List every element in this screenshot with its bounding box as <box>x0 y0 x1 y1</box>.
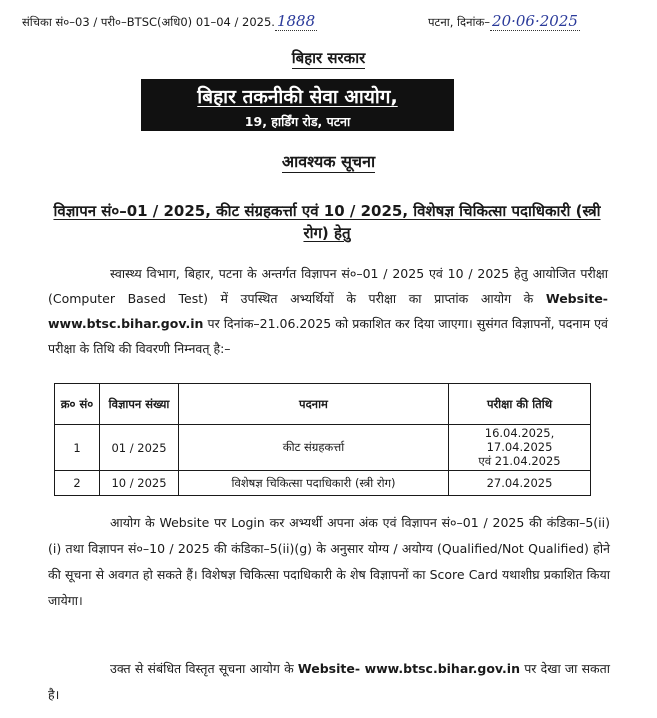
place-date-label: पटना, दिनांक– <box>428 15 491 29</box>
organization-name: बिहार तकनीकी सेवा आयोग, <box>197 86 398 108</box>
paragraph3-text-a: उक्त से संबंधित विस्तृत सूचना आयोग के <box>110 661 298 676</box>
paragraph-details <box>48 656 610 708</box>
cell-advt-number: 10 / 2025 <box>100 471 179 496</box>
cell-exam-date: 27.04.2025 <box>449 471 591 496</box>
notice-title-text: आवश्यक सूचना <box>281 152 376 171</box>
cell-post-name: विशेषज्ञ चिकित्सा पदाधिकारी (स्त्री रोग) <box>179 471 449 496</box>
reference-number <box>22 12 317 30</box>
website-link: Website- www.btsc.bihar.gov.in <box>297 661 520 676</box>
paragraph-login-info: आयोग के Website पर Login कर अभ्यर्थी अपना अंक एवं विज्ञापन सं०–01 / 2025 की कंडिका–5(ii)(i) तथा विज्ञापन सं०–10 / 2025 की कंडिका–5(ii)(g) के अनुसार योग्य / अयोग्य (Qualified/Not Qualified) होने की सूचना से अवगत हो सकते हैं। विशेषज्ञ चिकित्सा पदाधिकारी के शेष विज्ञापनों का Score Card यथाशीघ्र प्रकाशित किया जायेगा। <box>48 515 610 608</box>
handwritten-ref-number: 1888 <box>276 12 316 30</box>
paragraph3-text-b: पर देखा जा सकता है। <box>48 661 611 702</box>
cell-exam-date <box>449 425 591 471</box>
table-row <box>55 471 591 496</box>
organization-banner <box>141 79 454 131</box>
cell-post-name: कीट संग्रहकर्त्ता <box>179 425 449 471</box>
place-date <box>428 12 580 30</box>
exam-schedule-table <box>54 383 591 496</box>
handwritten-date: 20·06·2025 <box>492 12 578 30</box>
exam-date-line2: एवं 21.04.2025 <box>478 454 561 468</box>
cell-advt-number: 01 / 2025 <box>100 425 179 471</box>
table-header-row <box>55 384 591 425</box>
cell-serial: 2 <box>55 471 100 496</box>
paragraph-announcement <box>48 261 608 361</box>
exam-date-line1: 16.04.2025, 17.04.2025 <box>484 426 555 454</box>
subject-text: विज्ञापन सं०–01 / 2025, कीट संग्रहकर्त्ता एवं 10 / 2025, विशेषज्ञ चिकित्सा पदाधिकारी (स्त्री रोग) हेतु <box>53 202 601 242</box>
header-post-name: पदनाम <box>179 384 449 425</box>
reference-prefix: संचिका सं०–03 / परी०–BTSC(अधि0) 01–04 / 2025. <box>22 15 275 29</box>
subject-line <box>42 200 612 244</box>
paragraph1-text-b: पर दिनांक–21.06.2025 को प्रकाशित कर दिया जाएगा। सुसंगत विज्ञापनों, पदनाम एवं परीक्षा के तिथि की विवरणी निम्नवत् है:– <box>48 316 608 356</box>
government-name: बिहार सरकार <box>291 49 366 67</box>
cell-serial: 1 <box>55 425 100 471</box>
website-link: Website-www.btsc.bihar.gov.in <box>48 291 608 331</box>
header-serial: क्र० सं० <box>55 384 100 425</box>
table-row <box>55 425 591 471</box>
organization-address: 19, हार्डिंग रोड, पटना <box>244 114 351 129</box>
notice-title <box>0 150 657 172</box>
header-exam-date: परीक्षा की तिथि <box>449 384 591 425</box>
government-heading <box>0 48 657 68</box>
header-advt-number: विज्ञापन संख्या <box>100 384 179 425</box>
paragraph1-text-a: स्वास्थ्य विभाग, बिहार, पटना के अन्तर्गत विज्ञापन सं०–01 / 2025 एवं 10 / 2025 हेतु आयोजित परीक्षा (Computer Based Test) में उपस्थित अभ्यर्थियों के परीक्षा का प्राप्तांक आयोग के <box>48 266 608 306</box>
